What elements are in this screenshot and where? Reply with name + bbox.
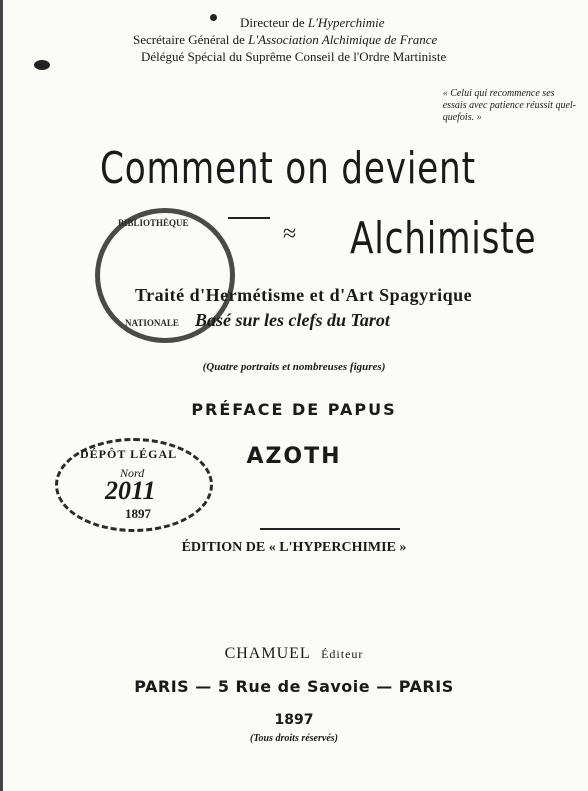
title-ornament-rule: [228, 217, 270, 219]
legal-deposit-label: DÉPÔT LÉGAL: [80, 447, 178, 461]
title-ornament-icon: ≈: [283, 221, 297, 247]
publisher-role: Éditeur: [321, 647, 364, 661]
library-stamp-bottom: NATIONALE: [125, 318, 179, 328]
publication-year: 1897: [274, 712, 314, 728]
epigraph-line: quefois. »: [442, 112, 482, 123]
author-title-line-3: Délégué Spécial du Suprême Conseil de l'Ordre Martiniste: [141, 49, 447, 64]
legal-deposit-region: Nord: [120, 466, 145, 480]
book-title-line-1: Comment on devient: [100, 143, 476, 194]
epigraph: [443, 88, 576, 124]
scan-speck: [210, 14, 217, 21]
preface-credit: PRÉFACE DE PAPUS: [191, 400, 397, 419]
epigraph-line: essais avec patience réussit quel-: [442, 100, 576, 111]
author-title-line-1: Directeur de L'Hyperchimie: [240, 15, 385, 30]
rights-notice: (Tous droits réservés): [250, 733, 338, 744]
scan-speck: [34, 60, 50, 70]
subtitle-line-1: Traité d'Hermétisme et d'Art Spagyrique: [135, 285, 473, 305]
book-title-line-2: Alchimiste: [350, 213, 537, 264]
scan-speck: [0, 0, 3, 791]
legal-deposit-year: 1897: [125, 506, 151, 521]
publisher-line: [0, 645, 588, 663]
legal-deposit-number: 2011: [105, 476, 156, 505]
library-stamp-top: BIBLIOTHÈQUE: [118, 218, 189, 228]
illustrations-note: (Quatre portraits et nombreuses figures): [202, 361, 386, 373]
publisher-address: PARIS — 5 Rue de Savoie — PARIS: [134, 677, 454, 696]
publisher-name: CHAMUEL: [224, 645, 311, 662]
author-name: AZOTH: [246, 444, 342, 469]
subtitle-line-2: Basé sur les clefs du Tarot: [195, 310, 390, 330]
edition-rule: [260, 528, 400, 530]
epigraph-line: « Celui qui recommence ses: [442, 88, 555, 99]
author-title-line-2: Secrétaire Général de L'Association Alchimique de France: [133, 32, 438, 47]
edition-line: ÉDITION DE « L'HYPERCHIMIE »: [181, 540, 407, 555]
